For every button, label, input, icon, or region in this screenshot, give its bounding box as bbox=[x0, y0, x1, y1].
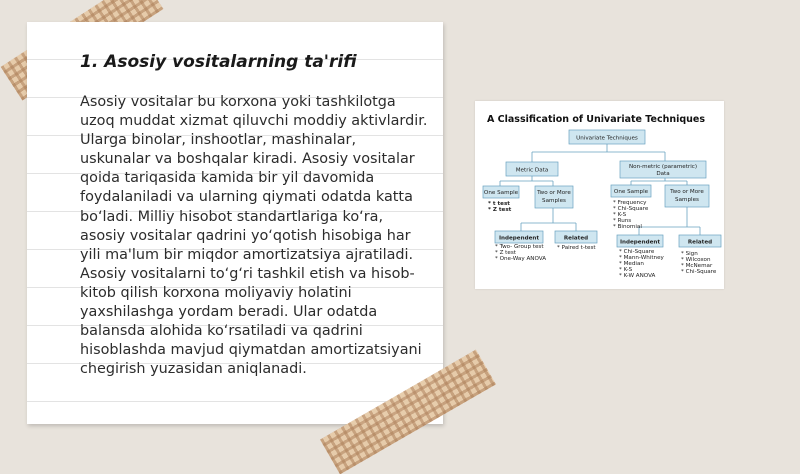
one-sample-b-test-4: * Runs bbox=[613, 218, 632, 224]
one-sample-b-test-2: * Chi-Square bbox=[613, 206, 649, 212]
two-more-b-label-2: Samples bbox=[675, 197, 699, 203]
independent-b-test-4: * K-S bbox=[619, 267, 633, 273]
independent-b-test-3: * Median bbox=[619, 261, 644, 267]
one-sample-a-test-1: * t test bbox=[488, 201, 510, 207]
diagram-title: A Classification of Univariate Techniques bbox=[487, 114, 706, 125]
two-more-b-label-1: Two or More bbox=[670, 189, 704, 195]
two-more-a-label-2: Samples bbox=[542, 198, 566, 204]
related-a-label: Related bbox=[563, 235, 589, 242]
one-sample-b-test-3: * K-S bbox=[613, 212, 627, 218]
two-more-a-label-1: Two or More bbox=[537, 190, 571, 196]
related-b-test-2: * Wilcoxon bbox=[681, 257, 711, 263]
one-sample-b-test-1: * Frequency bbox=[613, 200, 647, 206]
independent-b-label: Independent bbox=[619, 239, 661, 246]
independent-a-label: Independent bbox=[498, 235, 540, 242]
related-b-test-1: * Sign bbox=[681, 251, 698, 257]
related-b-test-3: * McNemar bbox=[681, 263, 713, 269]
independent-a-test-3: * One-Way ANOVA bbox=[495, 256, 547, 262]
related-b-label: Related bbox=[687, 239, 713, 246]
nonmetric-label-1: Non-metric (parametric) bbox=[628, 164, 698, 170]
independent-a-test-1: * Two- Group test bbox=[495, 244, 544, 250]
one-sample-b-test-5: * Binomial bbox=[613, 224, 642, 230]
related-b-test-4: * Chi-Square bbox=[681, 269, 717, 275]
independent-b-test-5: * K-W ANOVA bbox=[619, 273, 656, 279]
one-sample-a-test-2: * Z test bbox=[488, 207, 512, 213]
slide-title: 1. Asosiy vositalarning ta'rifi bbox=[80, 52, 357, 72]
independent-b-test-2: * Mann-Whitney bbox=[619, 255, 664, 261]
independent-b-test-1: * Chi-Square bbox=[619, 249, 655, 255]
nonmetric-label-2: Data bbox=[656, 171, 670, 177]
one-sample-a-label: One Sample bbox=[483, 190, 519, 196]
metric-label: Metric Data bbox=[515, 167, 549, 174]
root-label: Univariate Techniques bbox=[576, 135, 638, 142]
independent-a-test-2: * Z test bbox=[495, 250, 516, 256]
univariate-techniques-diagram bbox=[475, 101, 724, 289]
slide-paragraph: Asosiy vositalar bu korxona yoki tashkilotga uzoq muddat xizmat qiluvchi moddiy aktivlardir. Ularga binolar, inshootlar, mashinalar, uskunalar va boshqalar kiradi. Asosiy vositalar qoida tariqasida kamida bir yil davomida foydalaniladi va ularning qiymati odatda katta bo‘ladi. Milliy hisobot standartlariga ko‘ra, asosiy vositalar qadrini yo‘qotish hisobiga har yili ma'lum bir miqdor amortizatsiya ajratiladi. Asosiy vositalarni to‘g‘ri tashkil etish va hisob-kitob qilish korxona moliyaviy holatini yaxshilashga yordam beradi. Ular odatda balansda alohida ko‘rsatiladi va qadrini hisoblashda mavjud qiymatdan amortizatsiyani chegirish yuzasidan aniqlanadi. bbox=[80, 94, 428, 378]
related-a-test-1: * Paired t-test bbox=[557, 245, 596, 251]
one-sample-b-label: One Sample bbox=[613, 189, 649, 195]
